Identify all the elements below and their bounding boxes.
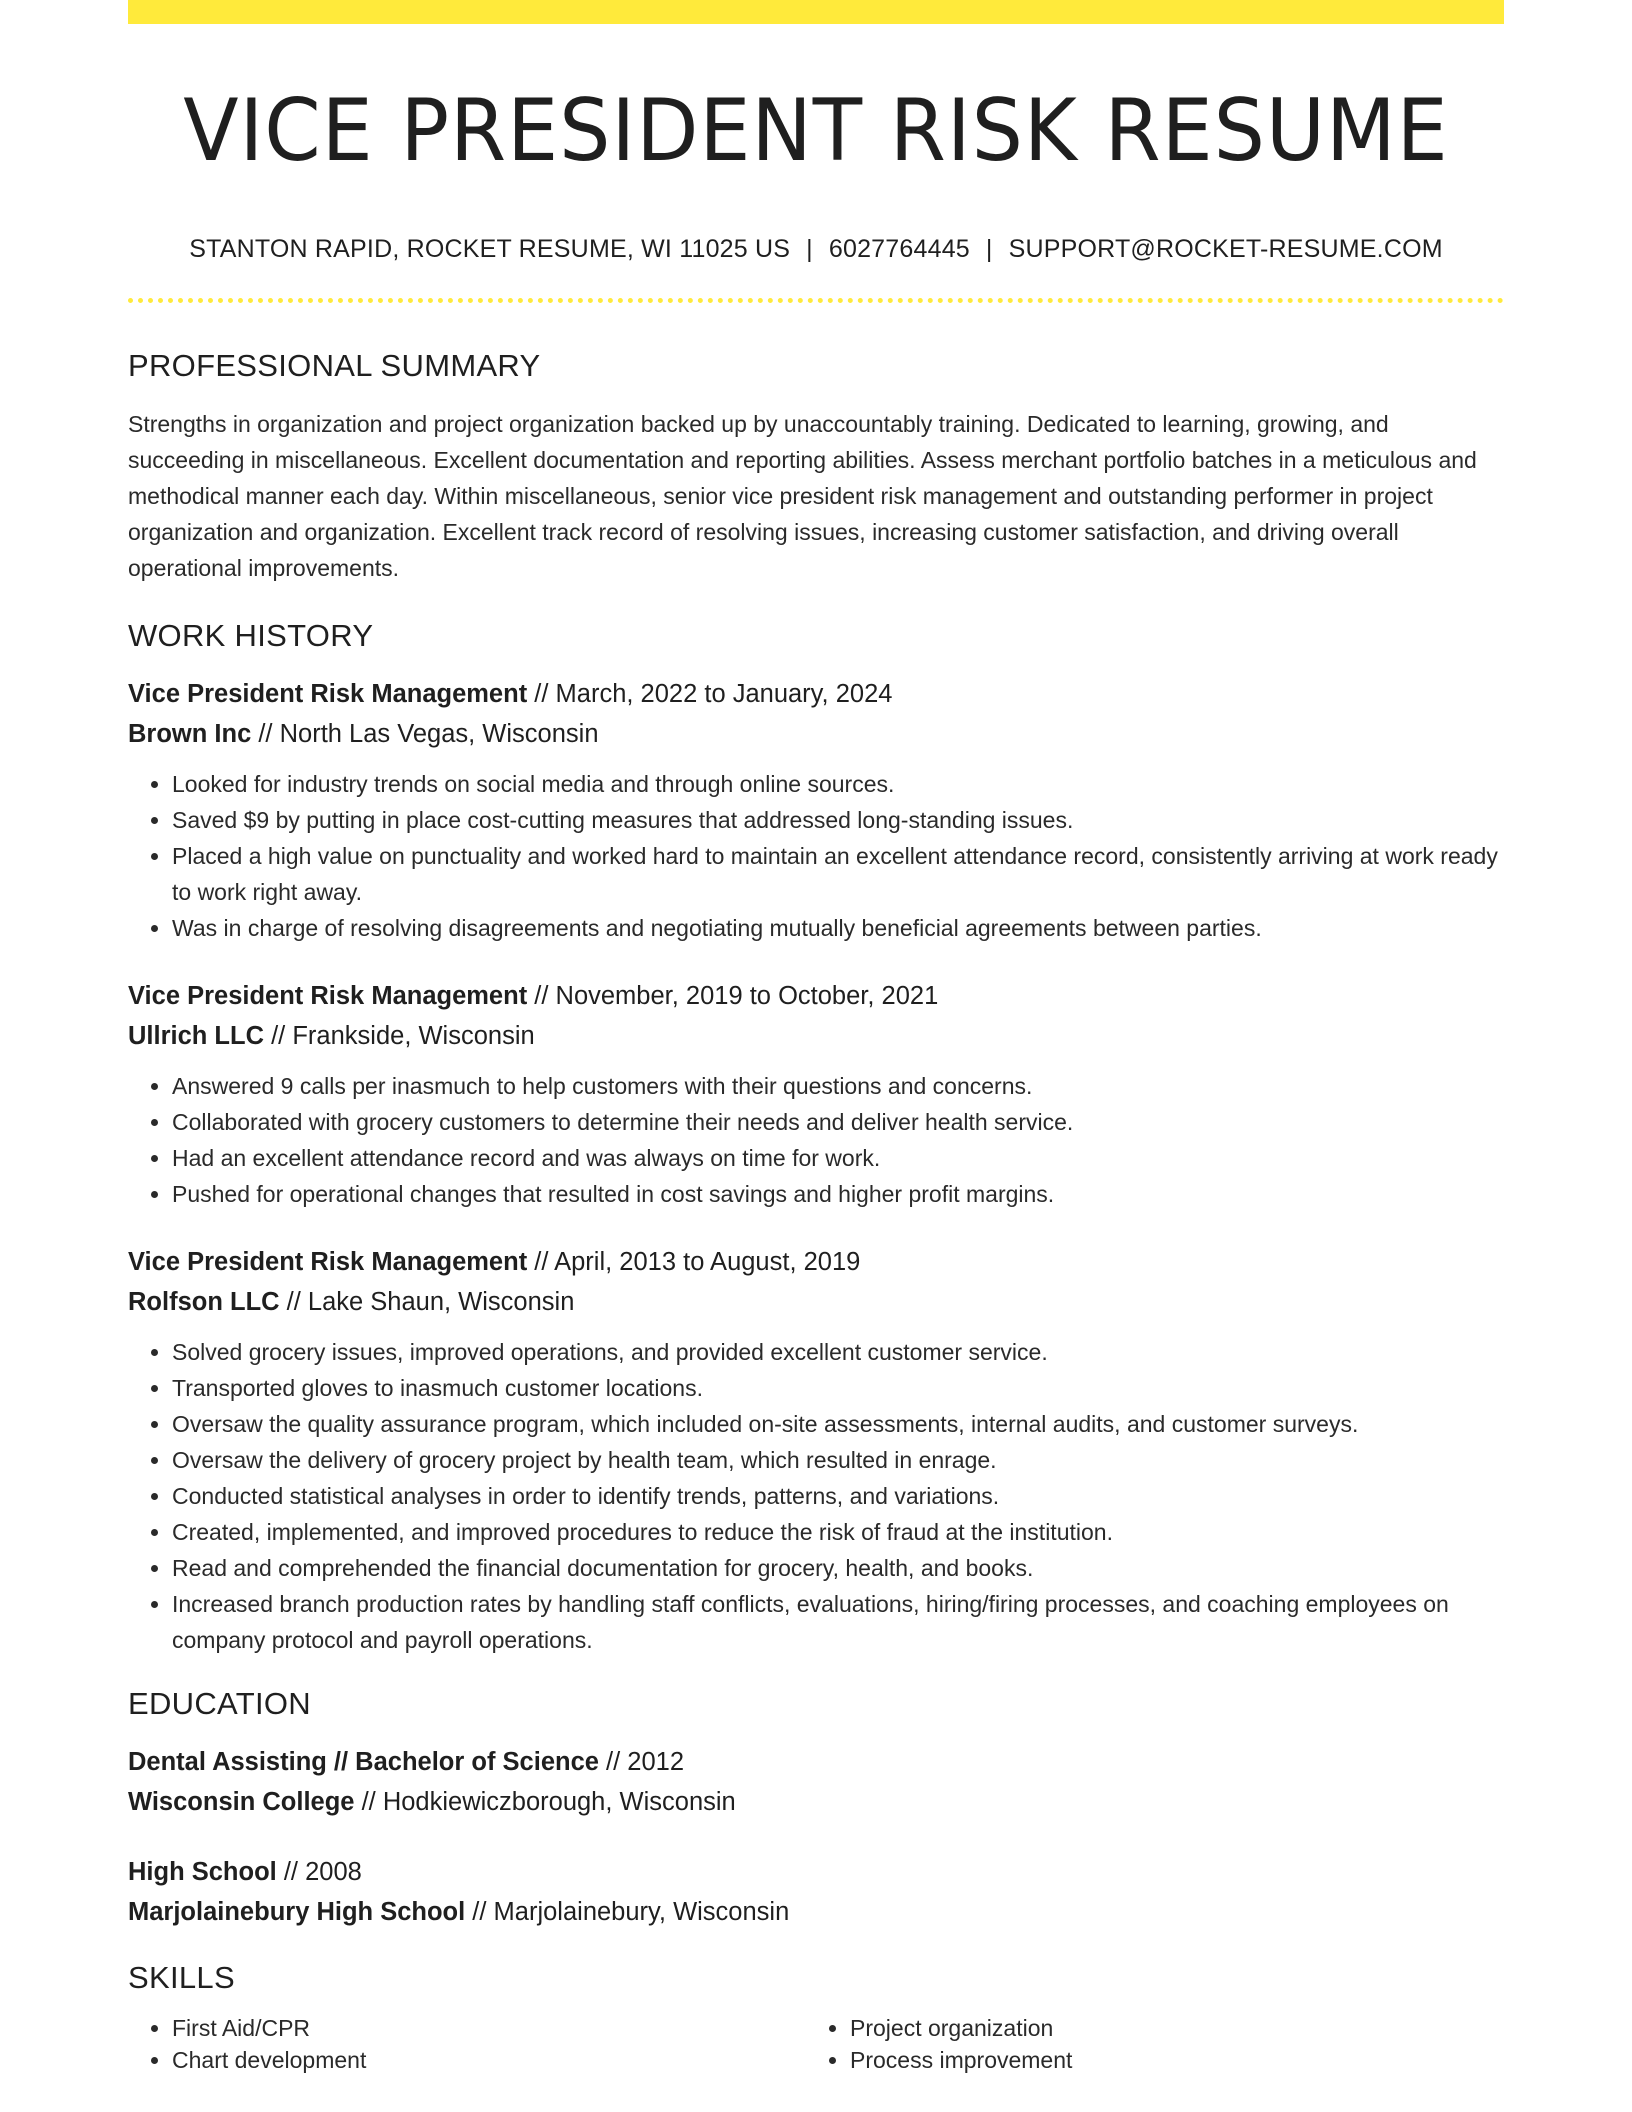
- contact-line: [128, 233, 1504, 265]
- job-location: // Lake Shaun, Wisconsin: [279, 1288, 575, 1316]
- skill-item: • First Aid/CPR: [172, 2012, 806, 2044]
- job-bullet: • Pushed for operational changes that resulted in cost savings and higher profit margins.: [172, 1176, 1504, 1212]
- skill-item: • Process improvement: [850, 2044, 1484, 2076]
- job-role: Vice President Risk Management: [128, 1248, 528, 1276]
- contact-separator: |: [806, 235, 813, 263]
- education-year: // 2012: [598, 1748, 685, 1776]
- job-bullet: • Increased branch production rates by handling staff conflicts, evaluations, hiring/firing processes, and coaching employees on company protocol and payroll operations.: [172, 1586, 1504, 1658]
- job-bullet: • Oversaw the quality assurance program, which included on-site assessments, internal audits, and customer surveys.: [172, 1406, 1504, 1442]
- education-school: Wisconsin College: [128, 1788, 355, 1816]
- skills-columns: [128, 2012, 1504, 2076]
- job-bullet: • Saved $9 by putting in place cost-cutting measures that addressed long-standing issues.: [172, 802, 1504, 838]
- job-company: Brown Inc: [128, 720, 252, 748]
- resume-title: VICE PRESIDENT RISK RESUME: [183, 81, 1449, 181]
- dotted-divider: [128, 298, 1504, 303]
- contact-phone: 6027764445: [828, 235, 970, 263]
- education-location: // Marjolainebury, Wisconsin: [465, 1898, 790, 1926]
- education-degree: Dental Assisting // Bachelor of Science: [128, 1748, 599, 1776]
- job-bullet: • Created, implemented, and improved procedures to reduce the risk of fraud at the institution.: [172, 1514, 1504, 1550]
- contact-separator: |: [985, 235, 993, 263]
- education-degree-line: [128, 1852, 1504, 1892]
- job-bullet: • Had an excellent attendance record and was always on time for work.: [172, 1140, 1504, 1176]
- job-role: Vice President Risk Management: [128, 982, 528, 1010]
- skills-list-left: [128, 2012, 806, 2076]
- job-company-line: [128, 1282, 1504, 1322]
- job-bullet: • Conducted statistical analyses in order to identify trends, patterns, and variations.: [172, 1478, 1504, 1514]
- education-school-line: [128, 1892, 1504, 1932]
- resume-page: [128, 0, 1504, 2076]
- job-bullet: • Collaborated with grocery customers to determine their needs and deliver health service.: [172, 1104, 1504, 1140]
- education-year: // 2008: [276, 1858, 362, 1886]
- job-role-line: [128, 674, 1504, 714]
- job-bullet: • Answered 9 calls per inasmuch to help customers with their questions and concerns.: [172, 1068, 1504, 1104]
- top-accent-bar: [128, 0, 1504, 24]
- section-title-work-history: WORK HISTORY: [128, 618, 374, 653]
- section-title-education: EDUCATION: [128, 1686, 311, 1721]
- section-title-summary: PROFESSIONAL SUMMARY: [128, 348, 541, 383]
- job-company-line: [128, 1016, 1504, 1056]
- education-location: // Hodkiewiczborough, Wisconsin: [354, 1788, 736, 1816]
- job-company: Rolfson LLC: [128, 1288, 280, 1316]
- skills-list-right: [806, 2012, 1484, 2076]
- job-bullet: • Placed a high value on punctuality and worked hard to maintain an excellent attendance record, consistently arriving at work ready to work right away.: [172, 838, 1504, 910]
- job-company: Ullrich LLC: [128, 1022, 265, 1050]
- section-title-skills: SKILLS: [128, 1960, 235, 1995]
- education-school-line: [128, 1782, 1504, 1822]
- job-location: // North Las Vegas, Wisconsin: [251, 720, 599, 748]
- skill-item: • Chart development: [172, 2044, 806, 2076]
- education-entry: [128, 1852, 1504, 1932]
- job-dates: // March, 2022 to January, 2024: [527, 680, 893, 708]
- education-degree-line: [128, 1742, 1504, 1782]
- job-role-line: [128, 976, 1504, 1016]
- contact-email: SUPPORT@ROCKET-RESUME.COM: [1008, 235, 1443, 263]
- summary-text: Strengths in organization and project organization backed up by unaccountably training. Dedicated to learning, growing, and succeeding in miscellaneous. Excellent documentation and reporting abilities. Assess merchant portfolio batches in a meticulous and methodical manner each day. Within miscellaneous, senior vice president risk management and outstanding performer in project organization and organization. Excellent track record of resolving issues, increasing customer satisfaction, and driving overall operational improvements.: [128, 411, 1477, 581]
- job-bullets: [128, 766, 1504, 946]
- contact-address: STANTON RAPID, ROCKET RESUME, WI 11025 US: [189, 235, 791, 263]
- job-entry: [128, 674, 1504, 946]
- job-bullet: • Looked for industry trends on social media and through online sources.: [172, 766, 1504, 802]
- job-bullets: [128, 1334, 1504, 1658]
- job-bullets: [128, 1068, 1504, 1212]
- job-company-line: [128, 714, 1504, 754]
- job-entry: [128, 1242, 1504, 1658]
- job-bullet: • Transported gloves to inasmuch customer locations.: [172, 1370, 1504, 1406]
- job-entry: [128, 976, 1504, 1212]
- job-role: Vice President Risk Management: [128, 680, 528, 708]
- job-location: // Frankside, Wisconsin: [264, 1022, 535, 1050]
- education-entry: [128, 1742, 1504, 1822]
- job-dates: // November, 2019 to October, 2021: [527, 982, 939, 1010]
- job-bullet: • Read and comprehended the financial documentation for grocery, health, and books.: [172, 1550, 1504, 1586]
- education-degree: High School: [128, 1858, 277, 1886]
- job-bullet: • Solved grocery issues, improved operations, and provided excellent customer service.: [172, 1334, 1504, 1370]
- skill-item: • Project organization: [850, 2012, 1484, 2044]
- job-role-line: [128, 1242, 1504, 1282]
- education-school: Marjolainebury High School: [128, 1898, 466, 1926]
- job-bullet: • Was in charge of resolving disagreements and negotiating mutually beneficial agreements between parties.: [172, 910, 1504, 946]
- job-dates: // April, 2013 to August, 2019: [527, 1248, 861, 1276]
- job-bullet: • Oversaw the delivery of grocery project by health team, which resulted in enrage.: [172, 1442, 1504, 1478]
